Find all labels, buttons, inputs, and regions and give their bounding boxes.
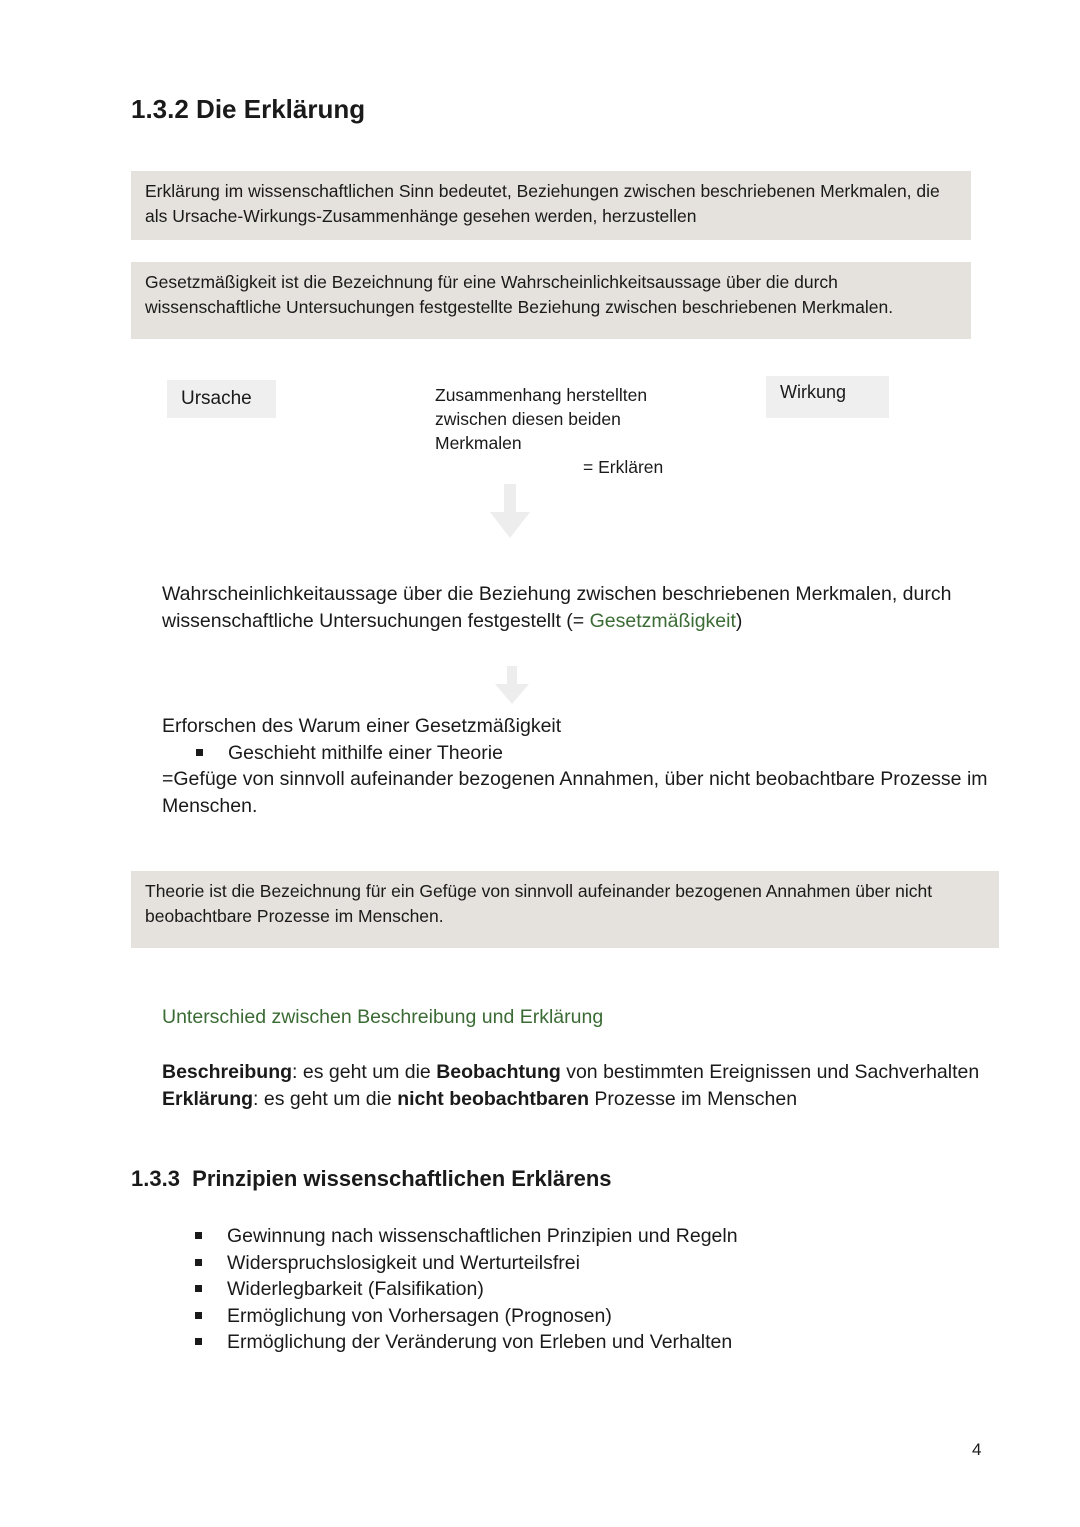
difference-paragraph [162, 1059, 1042, 1112]
bullet-square-icon [196, 749, 203, 756]
theory-bullet-list [162, 740, 1042, 767]
list-item-text: Widerspruchslosigkeit und Werturteilsfrei [227, 1251, 580, 1274]
subsection-title-text: Prinzipien wissenschaftlichen Erklärens [192, 1166, 612, 1191]
law-highlight: Gesetzmäßigkeit [589, 609, 736, 632]
list-item [161, 1276, 738, 1303]
bullet-square-icon [195, 1259, 202, 1266]
explanation-post: Prozesse im Menschen [588, 1087, 798, 1110]
explanation-key: nicht beobachtbaren [397, 1087, 589, 1110]
bullet-square-icon [195, 1338, 202, 1345]
description-key: Beobachtung [436, 1061, 561, 1083]
list-item-text: Ermöglichung der Veränderung von Erleben und Verhalten [227, 1331, 733, 1353]
equals-explain-label: = Erklären [583, 457, 664, 477]
definition-box-explanation: Erklärung im wissenschaftlichen Sinn bedeutet, Beziehungen zwischen beschriebenen Merkmalen, die als Ursache-Wirkungs-Zusammenhänge gesehen werden, herzustellen [131, 171, 971, 240]
down-arrow-icon [490, 484, 530, 540]
description-term: Beschreibung [162, 1061, 293, 1083]
list-item-text: Ermöglichung von Vorhersagen (Prognosen) [227, 1304, 612, 1327]
definition-box-theory: Theorie ist die Bezeichnung für ein Gefüge von sinnvoll aufeinander bezogenen Annahmen über nicht beobachtbare Prozesse im Menschen. [131, 871, 999, 948]
definition-box-lawfulness: Gesetzmäßigkeit ist die Bezeichnung für eine Wahrscheinlichkeitsaussage über die durch wissenschaftliche Untersuchungen festgestellte Beziehung zwischen beschriebenen Merkmalen. [131, 262, 971, 339]
difference-heading: Unterschied zwischen Beschreibung und Erklärung [162, 1006, 604, 1028]
list-item [161, 1303, 738, 1330]
list-item-text: Gewinnung nach wissenschaftlichen Prinzipien und Regeln [227, 1225, 738, 1247]
list-item [161, 1329, 738, 1356]
list-item [161, 1223, 738, 1250]
theory-line-3: =Gefüge von sinnvoll aufeinander bezogenen Annahmen, über nicht beobachtbare Prozesse im Menschen. [162, 768, 988, 817]
description-post: von bestimmten Ereignissen und Sachverhalten [560, 1061, 980, 1083]
description-line [162, 1059, 1042, 1086]
subsection-title [131, 1166, 612, 1192]
law-paragraph-close: ) [735, 609, 743, 632]
down-arrow-icon [495, 666, 529, 706]
section-title: 1.3.2 Die Erklärung [131, 94, 366, 124]
list-item [161, 1250, 738, 1277]
list-item-text: Widerlegbarkeit (Falsifikation) [227, 1278, 484, 1300]
effect-label: Wirkung [766, 376, 889, 418]
explanation-pre: : es geht um die [253, 1087, 398, 1110]
law-paragraph [162, 581, 1002, 634]
subsection-number: 1.3.3 [131, 1166, 180, 1191]
bullet-square-icon [195, 1312, 202, 1319]
theory-paragraph [162, 713, 1042, 819]
cause-label: Ursache [167, 380, 276, 418]
explanation-line [162, 1086, 1042, 1113]
law-paragraph-text: Wahrscheinlichkeitaussage über die Beziehung zwischen beschriebenen Merkmalen, durch wissenschaftliche Untersuchungen festgestellt (= [162, 583, 952, 632]
bullet-square-icon [195, 1285, 202, 1292]
theory-line-1: Erforschen des Warum einer Gesetzmäßigkeit [162, 715, 562, 737]
list-item-text: Geschieht mithilfe einer Theorie [228, 741, 503, 764]
list-item [162, 740, 1042, 767]
description-pre: : es geht um die [292, 1061, 437, 1083]
principles-list [161, 1223, 738, 1356]
bullet-square-icon [195, 1232, 202, 1239]
page-number: 4 [972, 1440, 982, 1459]
relation-label: Zusammenhang herstellten zwischen diesen beiden Merkmalen [435, 385, 648, 453]
explanation-term: Erklärung [162, 1087, 254, 1110]
